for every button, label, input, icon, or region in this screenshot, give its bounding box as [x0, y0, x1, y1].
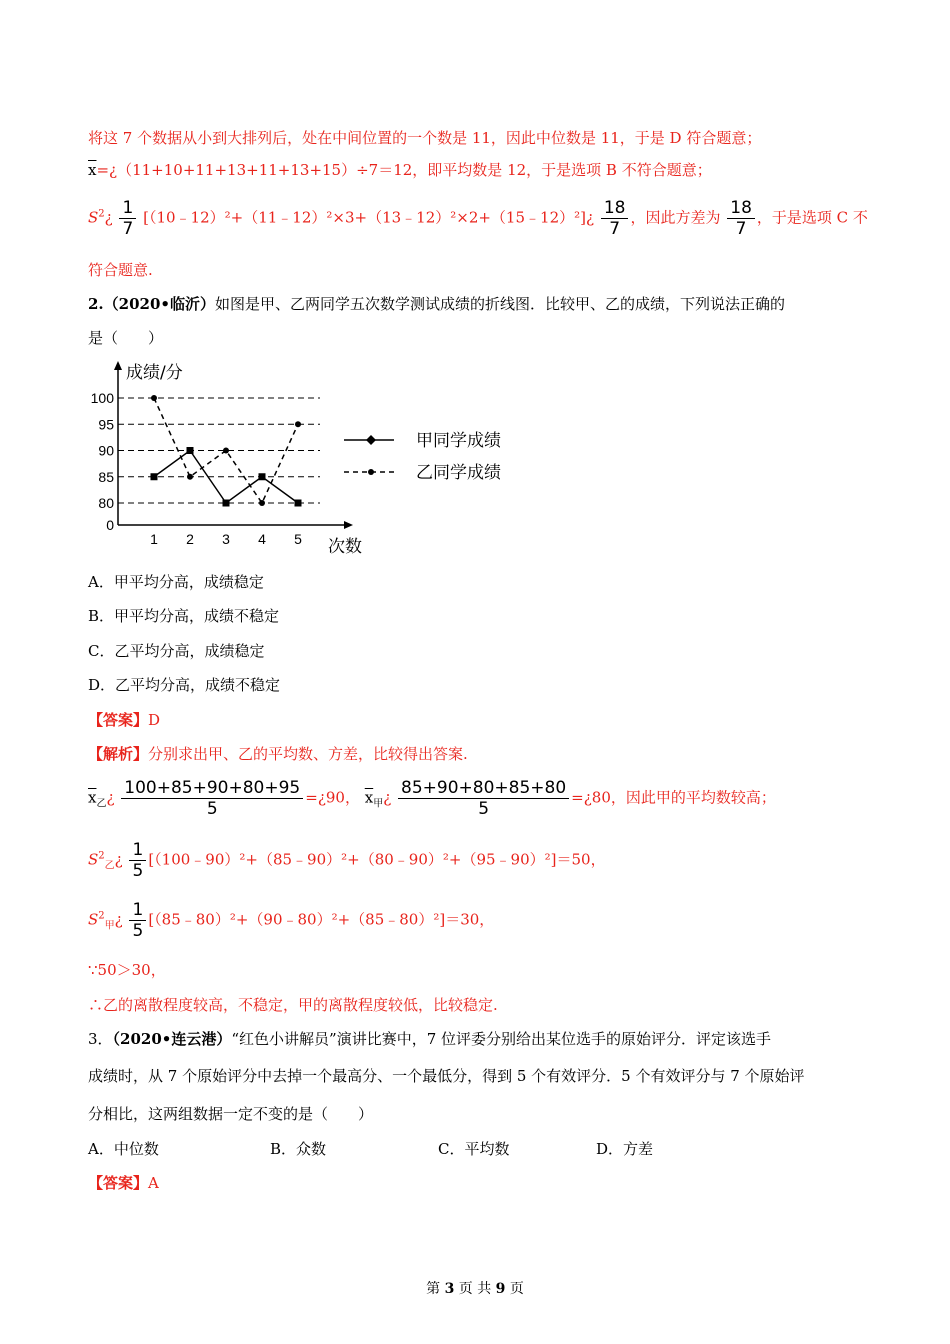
question-number: 3．	[88, 1030, 113, 1048]
chart-axes	[114, 361, 362, 557]
variance-jia-body: [（85﹣80）²+（90﹣80）²+（85﹣80）²]＝30，	[148, 910, 495, 929]
q3-answer-line	[88, 1173, 159, 1193]
data-point	[187, 447, 194, 454]
legend-marker	[368, 469, 374, 475]
q3-option-b: B．众数	[270, 1140, 327, 1158]
question-number: 2.	[88, 295, 104, 313]
fraction-den: 7	[122, 219, 134, 239]
legend-marker	[366, 435, 376, 445]
variance-jia-fraction	[129, 900, 146, 941]
footer-mid: 页 共	[454, 1281, 496, 1297]
y-tick-label: 90	[98, 442, 114, 459]
mean-yi-fraction	[121, 778, 303, 819]
variance-yi-q: ¿	[114, 850, 123, 869]
y-axis-label: 成绩/分	[126, 363, 183, 383]
data-point	[223, 500, 230, 507]
variance-yi-symbol: S	[88, 850, 99, 869]
analysis-text: 分别求出甲、乙的平均数、方差，比较得出答案.	[148, 745, 468, 763]
variance-jia-sub: 甲	[104, 920, 115, 932]
fraction-num: 1	[129, 900, 146, 921]
mean-jia-sub: 甲	[373, 798, 384, 810]
mean-yi-result: =¿90，	[305, 788, 360, 807]
chart-grid	[118, 398, 320, 503]
fraction-den: 5	[206, 799, 218, 819]
question-text: “红色小讲解员”演讲比赛中，7 位评委分别给出某位选手的原始评分．评定该选手	[231, 1030, 772, 1048]
x-axis-label: 次数	[328, 537, 362, 557]
data-point	[295, 421, 301, 427]
footer-page: 3	[444, 1281, 455, 1297]
therefore-line: ∴乙的离散程度较高，不稳定，甲的离散程度较低，比较稳定.	[88, 996, 498, 1014]
variance-yi-line: $S^2_乙¿$ $\frac{1}{5}$ [（100﹣90）²+（85﹣90）²+（80﹣90）²+（95﹣90）²]＝50，	[88, 840, 606, 881]
solution-variance-line	[88, 198, 868, 239]
variance-end-text: ，于是选项 C 不	[756, 208, 868, 227]
fraction-num: 18	[727, 198, 755, 219]
legend-label: 乙同学成绩	[416, 463, 501, 483]
fraction-num: 1	[119, 198, 136, 219]
footer-post: 页	[505, 1281, 524, 1297]
data-point	[151, 395, 157, 401]
question-2-stem	[88, 294, 785, 314]
mean-jia-fraction	[398, 778, 569, 819]
mean-yi-q: ¿	[106, 788, 115, 807]
analysis-line	[88, 744, 468, 764]
question-2-stem-cont: 是（ ）	[88, 329, 164, 347]
x-tick-label: 1	[150, 531, 158, 547]
data-point	[259, 500, 265, 506]
solution-conclusion-line: 符合题意.	[88, 261, 153, 279]
variance-symbol: S	[88, 208, 99, 227]
x-tick-label: 4	[258, 531, 266, 547]
x-axis-arrow	[344, 521, 353, 529]
question-3-stem-cont2: 分相比，这两组数据一定不变的是（ ）	[88, 1105, 374, 1123]
x-tick-label: 3	[222, 531, 230, 547]
data-point	[187, 474, 193, 480]
fraction-num: 18	[601, 198, 629, 219]
option-d: D．乙平均分高，成绩不稳定	[88, 676, 281, 694]
x-tick-label: 5	[294, 531, 302, 547]
solution-median-line: 将这 7 个数据从小到大排列后，处在中间位置的一个数是 11，因此中位数是 11，于是 D 符合题意；	[88, 129, 762, 147]
fraction-num: 85+90+80+85+80	[398, 778, 569, 799]
mean-yi-symbol: $\overline{x}$	[88, 788, 97, 807]
mean-jia-q: ¿	[383, 788, 392, 807]
fraction-den: 5	[478, 799, 490, 819]
mean-expression: =¿（11+10+11+13+11+13+15）÷7＝12，即平均数是 12，于是选项 B 不符合题意；	[96, 161, 712, 179]
y-tick-label: 80	[98, 495, 114, 511]
variance-yi-fraction	[129, 840, 146, 881]
fraction-one-seventh	[119, 198, 136, 239]
question-source: （2020•临沂）	[103, 295, 216, 313]
means-line	[88, 778, 776, 819]
variance-yi-sub: 乙	[104, 860, 115, 872]
variance-body: [（10﹣12）²+（11﹣12）²×3+（13﹣12）²×2+（15﹣12）²]¿	[143, 208, 595, 227]
fraction-num: 1	[129, 840, 146, 861]
page-footer	[0, 1278, 950, 1298]
fraction-den: 7	[735, 219, 747, 239]
mean-jia-result: =¿80，因此甲的平均数较高；	[571, 788, 776, 807]
mean-yi-sub: 乙	[96, 798, 107, 810]
fraction-den: 5	[132, 921, 144, 941]
q3-option-c: C．平均数	[438, 1140, 510, 1158]
because-line: ∵50＞30，	[88, 961, 166, 979]
q3-option-d: D．方差	[596, 1140, 654, 1158]
option-b: B．甲平均分高，成绩不稳定	[88, 607, 280, 625]
variance-jia-q: ¿	[114, 910, 123, 929]
data-point	[151, 473, 158, 480]
variance-mid-text: ，因此方差为	[630, 208, 721, 227]
y-tick-label: 100	[90, 390, 114, 406]
footer-total: 9	[495, 1281, 506, 1297]
fraction-den: 5	[132, 861, 144, 881]
data-point	[259, 473, 266, 480]
chart-ticks	[91, 390, 302, 547]
q3-option-a: A．中位数	[88, 1140, 159, 1158]
question-3-stem-cont: 成绩时，从 7 个原始评分中去掉一个最高分、一个最低分，得到 5 个有效评分．5 个有效评分与 7 个原始评	[88, 1067, 805, 1085]
y-tick-label: 95	[98, 416, 114, 433]
data-point	[295, 500, 302, 507]
variance-yi-body: [（100﹣90）²+（85﹣90）²+（80﹣90）²+（95﹣90）²]＝50，	[148, 850, 606, 869]
mean-symbol: $\overline{x}$	[88, 161, 97, 179]
answer-value: A	[148, 1174, 159, 1192]
solution-mean-line	[88, 160, 712, 180]
variance-exponent: 2	[98, 208, 105, 220]
variance-q: ¿	[104, 208, 113, 227]
answer-tag: 【答案】	[88, 1174, 149, 1192]
option-a: A．甲平均分高，成绩稳定	[88, 573, 264, 591]
question-text: 如图是甲、乙两同学五次数学测试成绩的折线图．比较甲、乙的成绩，下列说法正确的	[215, 295, 786, 313]
question-source: （2020•连云港）	[112, 1030, 232, 1048]
chart-legend	[344, 431, 501, 483]
y-tick-label: 85	[98, 468, 114, 485]
mean-jia-symbol: $\overline{x}$	[364, 788, 374, 807]
fraction-result-2	[727, 198, 755, 239]
variance-jia-line: $S^2_甲¿$ $\frac{1}{5}$ [（85﹣80）²+（90﹣80）²+（85﹣80）²]＝30，	[88, 900, 495, 941]
answer-line	[88, 710, 160, 730]
option-c: C．乙平均分高，成绩稳定	[88, 642, 265, 660]
answer-value: D	[148, 711, 161, 729]
y-tick-label: 0	[106, 517, 114, 533]
data-point	[223, 448, 229, 454]
y-axis-arrow	[114, 361, 122, 370]
answer-tag: 【答案】	[88, 711, 149, 729]
x-tick-label: 2	[186, 531, 194, 547]
question-3-stem	[88, 1029, 771, 1049]
variance-jia-symbol: S	[88, 910, 99, 929]
series-line-1	[154, 451, 298, 504]
line-chart	[88, 358, 528, 558]
fraction-den: 7	[609, 219, 621, 239]
footer-pre: 第	[426, 1281, 445, 1297]
analysis-tag: 【解析】	[88, 745, 149, 763]
legend-label: 甲同学成绩	[416, 431, 501, 451]
fraction-num: 100+85+90+80+95	[121, 778, 303, 799]
fraction-result	[601, 198, 629, 239]
